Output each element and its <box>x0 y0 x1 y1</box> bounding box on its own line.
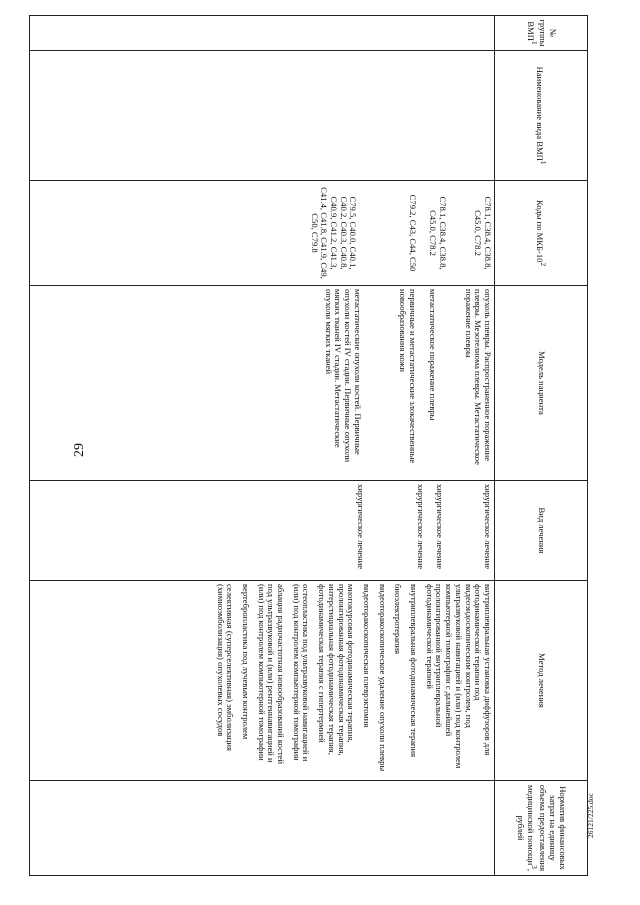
type-block: хирургическое лечение <box>435 484 446 570</box>
cell-group-no <box>30 16 495 51</box>
codes-block: С78.1, С38.4, С38.8, С45.0, С78.2 <box>473 196 493 270</box>
method-item: биоэлектротерапия <box>393 584 404 655</box>
cell-vmp-name <box>30 51 495 181</box>
method-item: видеоторакоскопическое удаление опухоли плевры <box>377 584 388 772</box>
method-item: внутриплевральная установка диффузоров для фотодинамической терапии под видеоэндоскопическим контролем, под ультразвуковой навигацией и (или) под контролем компьютерной томографии с дальнейшей пролонгированной внутриплевральной фотодинамической терапией <box>424 584 493 769</box>
document-id: 26121/225.doc <box>586 793 595 838</box>
method-item: видеоторакоскопическая плеврэктомия <box>361 584 372 728</box>
method-item: аблация радиочастотная новообразований костей под ультразвуковой и (или) рентгеннавигацией и (или) под контролем компьютерной томографии <box>256 584 287 765</box>
header-treatment-type: Вид лечения <box>495 481 588 581</box>
model-block: метастатическое поражение плевры <box>427 289 438 421</box>
model-block: опухоль плевры. Распространенное поражение плевры. Мезотелиома плевры. Метастатическое поражение плевры <box>463 289 493 465</box>
type-block: хирургическое лечение <box>415 484 426 570</box>
header-group-no: № группы ВМП$^1$ <box>495 16 588 51</box>
header-mkb-codes: Коды по МКБ-$10^2$ <box>495 181 588 286</box>
cell-treatment-type <box>30 481 495 581</box>
type-block: хирургическое лечение <box>355 484 366 570</box>
method-item: внутриплевральная фотодинамическая терапия <box>409 584 420 758</box>
method-item: селективная (суперселективная) эмболизация (химиоэмболизация) опухолевых сосудов <box>215 584 236 751</box>
table-row <box>30 16 495 876</box>
codes-block: С78.1, С38.4, С38.8, С45.0, С78.2 <box>427 196 448 270</box>
header-patient-model: Модель пациента <box>495 286 588 481</box>
table-header-row <box>495 16 588 876</box>
codes-block: С79.2, С43, С44, С50 <box>408 194 419 272</box>
header-cost-norm: Норматив финансовых затрат на единицу объема предоставления медицинской помощи$^3$, рублей <box>495 781 588 876</box>
cell-patient-model <box>30 286 495 481</box>
codes-block: С79.5, С40.0, С40.1, С40.2, С40.3, С40.8, С40.9, С41.2, С41.3, С41.4, С41.8, С41.9, С49, С50, С79.8 <box>309 187 359 279</box>
cell-mkb-codes <box>30 181 495 286</box>
model-block: первичные и метастатические злокачественные новообразования кожи <box>398 289 419 464</box>
cell-cost-norm <box>30 781 495 876</box>
model-block: метастатические опухоли костей. Первичные опухоли костей IV стадии. Первичные опухоли мягких тканей IV стадии. Метастатические опухоли мягких тканей <box>323 289 363 463</box>
header-vmp-name: Наименование вида ВМП$^1$ <box>495 51 588 181</box>
vmp-table <box>29 15 588 876</box>
cell-treatment-method <box>30 581 495 781</box>
page-number: 29 <box>72 443 87 457</box>
type-block: хирургическое лечение <box>483 484 493 570</box>
method-item: остеопластика под ультразвуковой навигацией и (или) под контролем компьютерной томографии <box>291 584 312 762</box>
rotated-table-page <box>24 15 588 875</box>
method-item: вертебропластика под лучевым контролем <box>240 584 251 740</box>
method-item: многокурсовая фотодинамическая терапия, пролонгированная фотодинамическая терапия, интерстициальная фотодинамическая терапия, фотодинамическая терапия с гипертермией <box>317 584 357 756</box>
header-treatment-method: Метод лечения <box>495 581 588 781</box>
